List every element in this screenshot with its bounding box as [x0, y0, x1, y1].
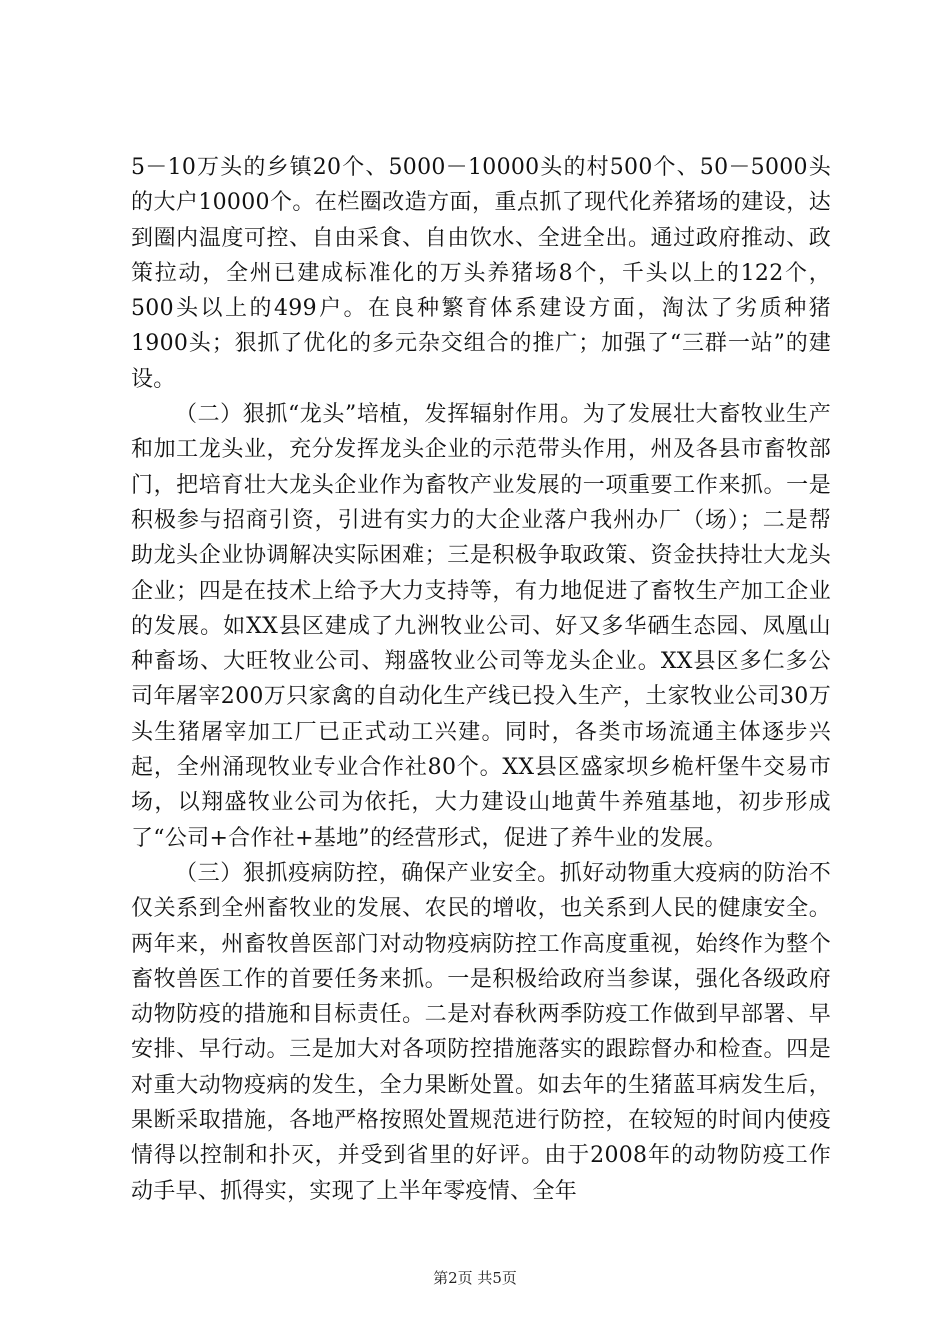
paragraph-1: 5－10万头的乡镇20个、5000－10000头的村500个、50－5000头的大户10000个。在栏圈改造方面，重点抓了现代化养猪场的建设，达到圈内温度可控、自由采食、自由饮水、全进全出。通过政府推动、政策拉动，全州已建成标准化的万头养猪场8个，千头以上的122个，500头以上的499户。在良种繁育体系建设方面，淘汰了劣质种猪1900头；狠抓了优化的多元杂交组合的推广；加强了“三群一站”的建设。: [131, 155, 831, 392]
paragraph-3: （三）狠抓疫病防控，确保产业安全。抓好动物重大疫病的防治不仅关系到全州畜牧业的发展、农民的增收，也关系到人民的健康安全。两年来，州畜牧兽医部门对动物疫病防控工作高度重视，始终作为整个畜牧兽医工作的首要任务来抓。一是积极给政府当参谋，强化各级政府动物防疫的措施和目标责任。二是对春秋两季防疫工作做到早部署、早安排、早行动。三是加大对各项防控措施落实的跟踪督办和检查。四是对重大动物疫病的发生，全力果断处置。如去年的生猪蓝耳病发生后，果断采取措施，各地严格按照处置规范进行防控，在较短的时间内使疫情得以控制和扑灭，并受到省里的好评。由于2008年的动物防疫工作动手早、抓得实，实现了上半年零疫情、全年: [131, 860, 831, 1204]
page-footer: [0, 1268, 950, 1288]
paragraph-2: （二）狠抓“龙头”培植，发挥辐射作用。为了发展壮大畜牧业生产和加工龙头业，充分发挥龙头企业的示范带头作用，州及各县市畜牧部门，把培育壮大龙头企业作为畜牧产业发展的一项重要工作来抓。一是积极参与招商引资，引进有实力的大企业落户我州办厂（场）；二是帮助龙头企业协调解决实际困难；三是积极争取政策、资金扶持壮大龙头企业；四是在技术上给予大力支持等，有力地促进了畜牧生产加工企业的发展。如XX县区建成了九洲牧业公司、好又多华硒生态园、凤凰山种畜场、大旺牧业公司、翔盛牧业公司等龙头企业。XX县区多仁多公司年屠宰200万只家禽的自动化生产线已投入生产，土家牧业公司30万头生猪屠宰加工厂已正式动工兴建。同时，各类市场流通主体逐步兴起，全州涌现牧业专业合作社80个。XX县区盛家坝乡桅杆堡牛交易市场，以翔盛牧业公司为依托，大力建设山地黄牛养殖基地，初步形成了“公司+合作社+基地”的经营形式，促进了养牛业的发展。: [131, 402, 831, 851]
document-body: [131, 150, 831, 1209]
page-number: 第2页 共5页: [433, 1269, 517, 1287]
